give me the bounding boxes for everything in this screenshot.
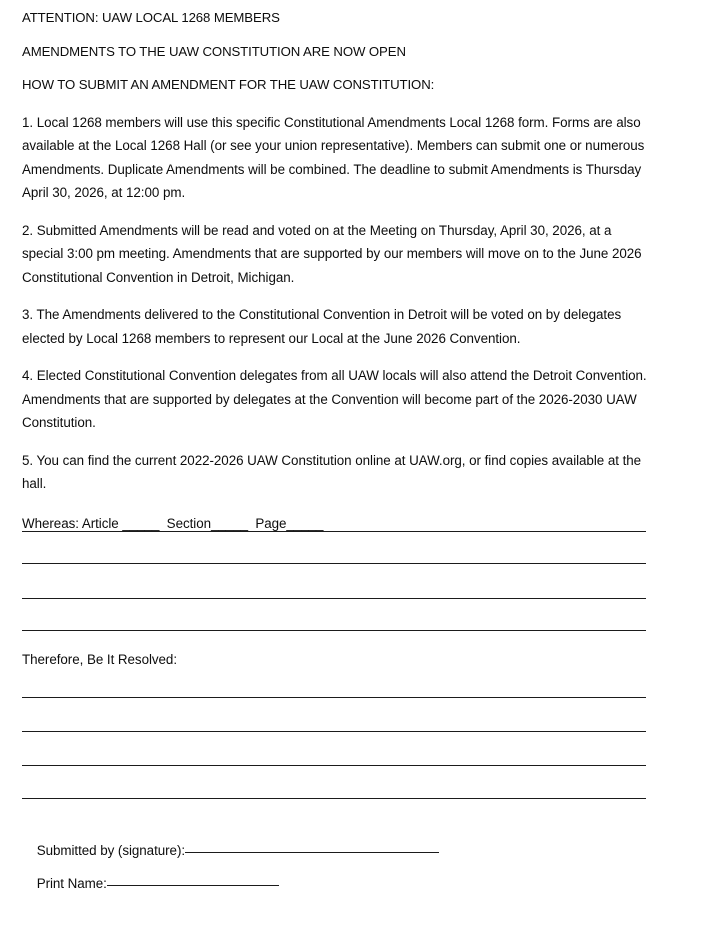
writing-line[interactable] bbox=[22, 598, 646, 599]
writing-line[interactable] bbox=[22, 563, 646, 564]
writing-line[interactable] bbox=[22, 531, 646, 532]
paragraph-item-1: 1. Local 1268 members will use this specific Constitutional Amendments Local 1268 form. Forms are also available at the Local 1268 Hall (or see your union representative). Members can submit one or numerous Amendments. Duplicate Amendments will be combined. The deadline to submit Amendments is Thursday April 30, 2026, at 12:00 pm. bbox=[22, 114, 645, 201]
writing-line[interactable] bbox=[22, 731, 646, 732]
print-name-row[interactable] bbox=[22, 849, 279, 918]
whereas-article-section-page-line[interactable]: Whereas: Article _____ Section_____ Page_____ bbox=[22, 515, 324, 531]
resolved-writing-lines[interactable] bbox=[22, 697, 646, 801]
heading-attention: ATTENTION: UAW LOCAL 1268 MEMBERS bbox=[22, 10, 280, 25]
paragraph-item-2: 2. Submitted Amendments will be read and voted on at the Meeting on Thursday, April 30, 2026, at a special 3:00 pm meeting. Amendments that are supported by our members will move on to the June 2026 Constitutional Convention in Detroit, Michigan. bbox=[22, 222, 642, 285]
document-body bbox=[22, 8, 650, 535]
print-name-label: Print Name: bbox=[36, 876, 107, 891]
print-name-input-line[interactable] bbox=[107, 885, 279, 886]
writing-line[interactable] bbox=[22, 630, 646, 631]
heading-how-to-submit: HOW TO SUBMIT AN AMENDMENT FOR THE UAW CONSTITUTION: bbox=[22, 77, 435, 93]
submitted-by-label: Submitted by (signature): bbox=[36, 843, 186, 858]
whereas-writing-lines[interactable] bbox=[22, 531, 646, 635]
heading-amendments-open: AMENDMENTS TO THE UAW CONSTITUTION ARE NOW OPEN bbox=[22, 43, 406, 59]
paragraph-item-5: 5. You can find the current 2022-2026 UAW Constitution online at UAW.org, or find copies available at the hall. bbox=[22, 452, 642, 492]
writing-line[interactable] bbox=[22, 765, 646, 766]
paragraph-item-3: 3. The Amendments delivered to the Constitutional Convention in Detroit will be voted on by delegates elected by Local 1268 members to represent our Local at the June 2026 Convention. bbox=[22, 307, 622, 346]
paragraph-item-4: 4. Elected Constitutional Convention delegates from all UAW locals will also attend the Detroit Convention. Amendments that are supported by delegates at the Convention will become part of the 2026-2030 UAW Constitution. bbox=[22, 368, 647, 431]
writing-line[interactable] bbox=[22, 697, 646, 698]
heading-therefore-be-it-resolved: Therefore, Be It Resolved: bbox=[22, 652, 178, 667]
writing-line[interactable] bbox=[22, 798, 646, 799]
